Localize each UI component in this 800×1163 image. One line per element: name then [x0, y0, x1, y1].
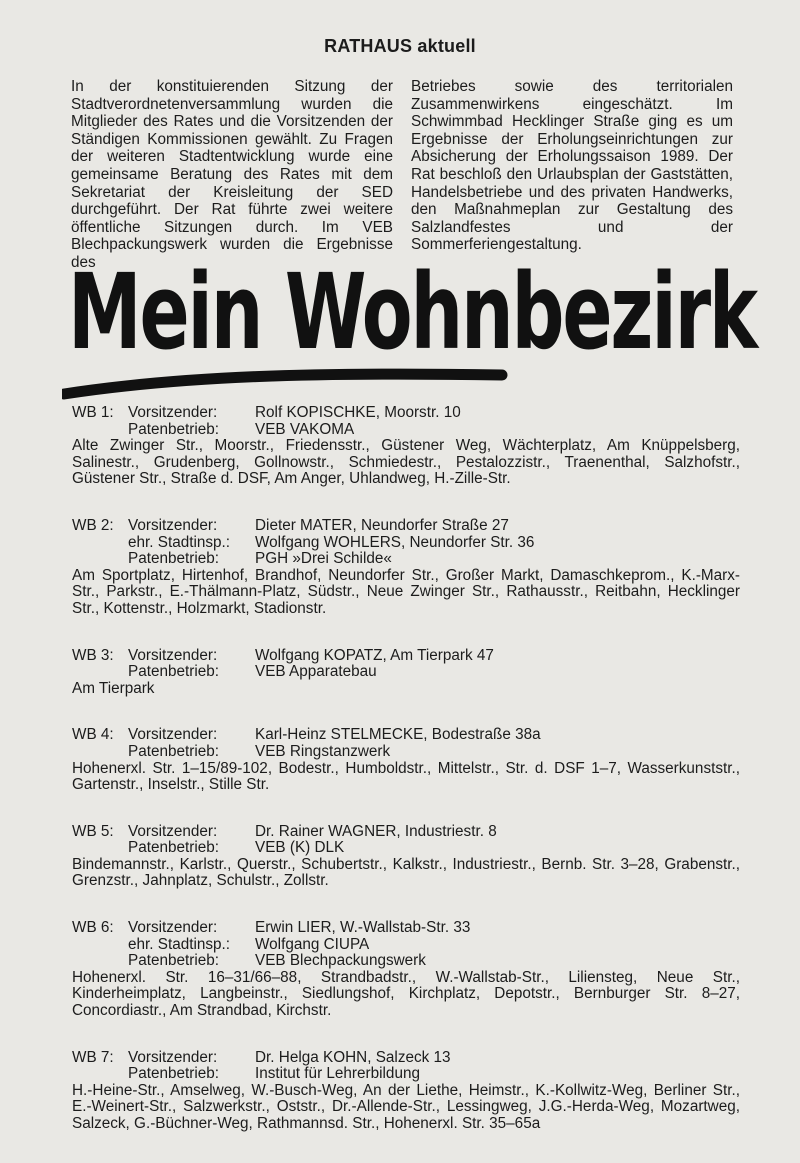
wb-role-row — [72, 1050, 740, 1067]
wb-role-label: Patenbetrieb: — [128, 663, 219, 681]
wb-role-value: Dr. Rainer WAGNER, Industriestr. 8 — [255, 822, 497, 840]
wb-role-row — [72, 727, 740, 744]
wb-role-value: Dieter MATER, Neundorfer Straße 27 — [255, 516, 509, 534]
wb-role-row — [72, 648, 740, 665]
wb-role-row — [72, 1066, 740, 1083]
wb-role-label: Vorsitzender: — [128, 919, 218, 937]
wb-entry — [72, 727, 740, 793]
section-header: RATHAUS aktuell — [324, 36, 476, 56]
wb-role-value: Dr. Helga KOHN, Salzeck 13 — [255, 1048, 451, 1066]
wb-role-value: Rolf KOPISCHKE, Moorstr. 10 — [255, 404, 461, 421]
wb-role-row — [72, 551, 740, 568]
wb-role-label: ehr. Stadtinsp.: — [128, 935, 231, 953]
wb-code: WB 5: — [72, 822, 114, 840]
wb-code: WB 4: — [72, 726, 114, 744]
wb-role-value: Wolfgang WOHLERS, Neundorfer Str. 36 — [255, 533, 535, 551]
wb-role-label: Patenbetrieb: — [128, 952, 219, 970]
wb-streets: Alte Zwinger Str., Moorstr., Friedensstr., Güstener Weg, Wächterplatz, Am Knüppelsberg, Salinestr., Grudenberg, Gollnowstr., Schmiedestr., Pestalozzistr., Traenenthal, Salzhofstr., Güstener Str., Straße d. DSF, Am Anger, Uhlandweg, H.-Zille-Str. — [72, 437, 740, 488]
wb-role-label: Vorsitzender: — [128, 404, 218, 421]
wb-code: WB 3: — [72, 646, 114, 664]
wb-streets: Am Tierpark — [72, 679, 155, 697]
wb-role-row — [72, 953, 740, 970]
wb-code: WB 1: — [72, 404, 114, 421]
wb-role-value: VEB Ringstanzwerk — [255, 742, 391, 760]
wb-role-value: Wolfgang CIUPA — [255, 935, 370, 953]
wb-role-value: PGH »Drei Schilde« — [255, 550, 392, 568]
wb-role-row — [72, 422, 740, 439]
wb-role-row — [72, 744, 740, 761]
wb-role-value: Karl-Heinz STELMECKE, Bodestraße 38a — [255, 726, 541, 744]
wb-code — [72, 1066, 128, 1083]
wb-entry — [72, 824, 740, 890]
wb-entry — [72, 920, 740, 1020]
handwritten-title — [62, 244, 762, 404]
title-text: Mein Wohnbezirk — [68, 251, 761, 373]
wb-role-row — [72, 824, 740, 841]
title-lettering — [62, 244, 762, 404]
wb-role-label: Vorsitzender: — [128, 516, 218, 534]
wb-role-value: VEB Apparatebau — [255, 663, 377, 681]
wb-role-value: Wolfgang KOPATZ, Am Tierpark 47 — [255, 646, 494, 664]
wb-role-row — [72, 664, 740, 681]
wb-entry — [72, 1050, 740, 1133]
intro-column-1: In der konstituierenden Sitzung der Stadtverordnetenversammlung wurden die Mitglieder des Rates und die Vorsitzenden der Ständigen Kommissionen gewählt. Zu Fragen der weiteren Stadtentwicklung wurde eine gemeinsame Beratung des Rates mit dem Sekretariat der Kreisleitung der SED durchgeführt. Der Rat führte zwei weitere öffentliche Sitzungen durch. Im VEB Blechpackungswerk wurden die Ergebnisse des — [71, 78, 393, 271]
wb-streets: Bindemannstr., Karlstr., Querstr., Schubertstr., Kalkstr., Industriestr., Bernb. Str. 3–28, Grabenstr., Grenzstr., Jahnplatz, Schulstr., Zollstr. — [72, 855, 740, 890]
wb-streets: Hohenerxl. Str. 1–15/89-102, Bodestr., Humboldstr., Mittelstr., Str. d. DSF 1–7, Wasserkunststr., Gartenstr., Inselstr., Stille Str. — [72, 759, 740, 794]
title-underline — [64, 374, 502, 394]
wb-role-label: Vorsitzender: — [128, 646, 218, 664]
wb-code — [72, 953, 128, 970]
wb-role-label: Patenbetrieb: — [128, 420, 219, 438]
wb-role-label: Vorsitzender: — [128, 822, 218, 840]
wb-role-value: Institut für Lehrerbildung — [255, 1065, 420, 1083]
wb-code — [72, 664, 128, 681]
wb-streets: H.-Heine-Str., Amselweg, W.-Busch-Weg, An der Liethe, Heimstr., K.-Kollwitz-Weg, Berliner Str., E.-Weinert-Str., Salzwerkstr., Oststr., Dr.-Allende-Str., Lessingweg, J.G.-Herda-Weg, Mozartweg, Salzeck, G.-Büchner-Weg, Rathmannsd. Str., Hohenerxl. Str. 35–65a — [72, 1081, 740, 1132]
wb-role-row — [72, 405, 740, 422]
wb-entry — [72, 405, 740, 488]
wb-role-label: Patenbetrieb: — [128, 1065, 219, 1083]
wb-code — [72, 535, 128, 552]
wb-role-value: VEB Blechpackungswerk — [255, 952, 426, 970]
wb-role-label: Vorsitzender: — [128, 726, 218, 744]
wb-role-value: VEB (K) DLK — [255, 839, 345, 857]
wb-code — [72, 551, 128, 568]
wohnbezirk-list — [72, 405, 740, 1163]
intro-column-2: Betriebes sowie des territorialen Zusammenwirkens eingeschätzt. Im Schwimmbad Hecklinger Straße ging es um Ergebnisse der Erholungseinrichtungen zur Absicherung der Erholungssaison 1989. Der Rat beschloß den Urlaubsplan der Gaststätten, Handelsbetriebe und des privaten Handwerks, den Maßnahmeplan zur Gestaltung des Salzlandfestes und der Sommerferiengestaltung. — [411, 78, 733, 254]
wb-entry — [72, 518, 740, 618]
wb-code: WB 6: — [72, 919, 114, 937]
wb-role-row — [72, 840, 740, 857]
wb-code — [72, 422, 128, 439]
wb-code — [72, 744, 128, 761]
wb-code: WB 7: — [72, 1048, 114, 1066]
wb-role-value: Erwin LIER, W.-Wallstab-Str. 33 — [255, 919, 471, 937]
wb-code — [72, 937, 128, 954]
wb-role-row — [72, 518, 740, 535]
wb-role-row — [72, 535, 740, 552]
wb-streets: Am Sportplatz, Hirtenhof, Brandhof, Neundorfer Str., Großer Markt, Damaschkeprom., K.-Marx-Str., Parkstr., E.-Thälmann-Platz, Südstr., Neue Zwinger Str., Rathausstr., Reitbahn, Hecklinger Str., Kottenstr., Holzmarkt, Stadionstr. — [72, 566, 740, 617]
wb-code — [72, 840, 128, 857]
intro-article — [71, 78, 733, 272]
wb-role-label: Patenbetrieb: — [128, 839, 219, 857]
wb-role-row — [72, 920, 740, 937]
wb-streets: Hohenerxl. Str. 16–31/66–88, Strandbadstr., W.-Wallstab-Str., Liliensteg, Neue Str., Kinderheimplatz, Langbeinstr., Siedlungshof, Kirchplatz, Depotstr., Bernburger Str. 8–27, Concordiastr., Am Strandbad, Kirchstr. — [72, 968, 740, 1020]
wb-role-row — [72, 937, 740, 954]
wb-code: WB 2: — [72, 516, 114, 534]
wb-role-label: ehr. Stadtinsp.: — [128, 533, 231, 551]
wb-entry — [72, 648, 740, 698]
wb-role-label: Vorsitzender: — [128, 1048, 218, 1066]
wb-role-label: Patenbetrieb: — [128, 550, 219, 568]
wb-role-value: VEB VAKOMA — [255, 420, 355, 438]
wb-role-label: Patenbetrieb: — [128, 742, 219, 760]
